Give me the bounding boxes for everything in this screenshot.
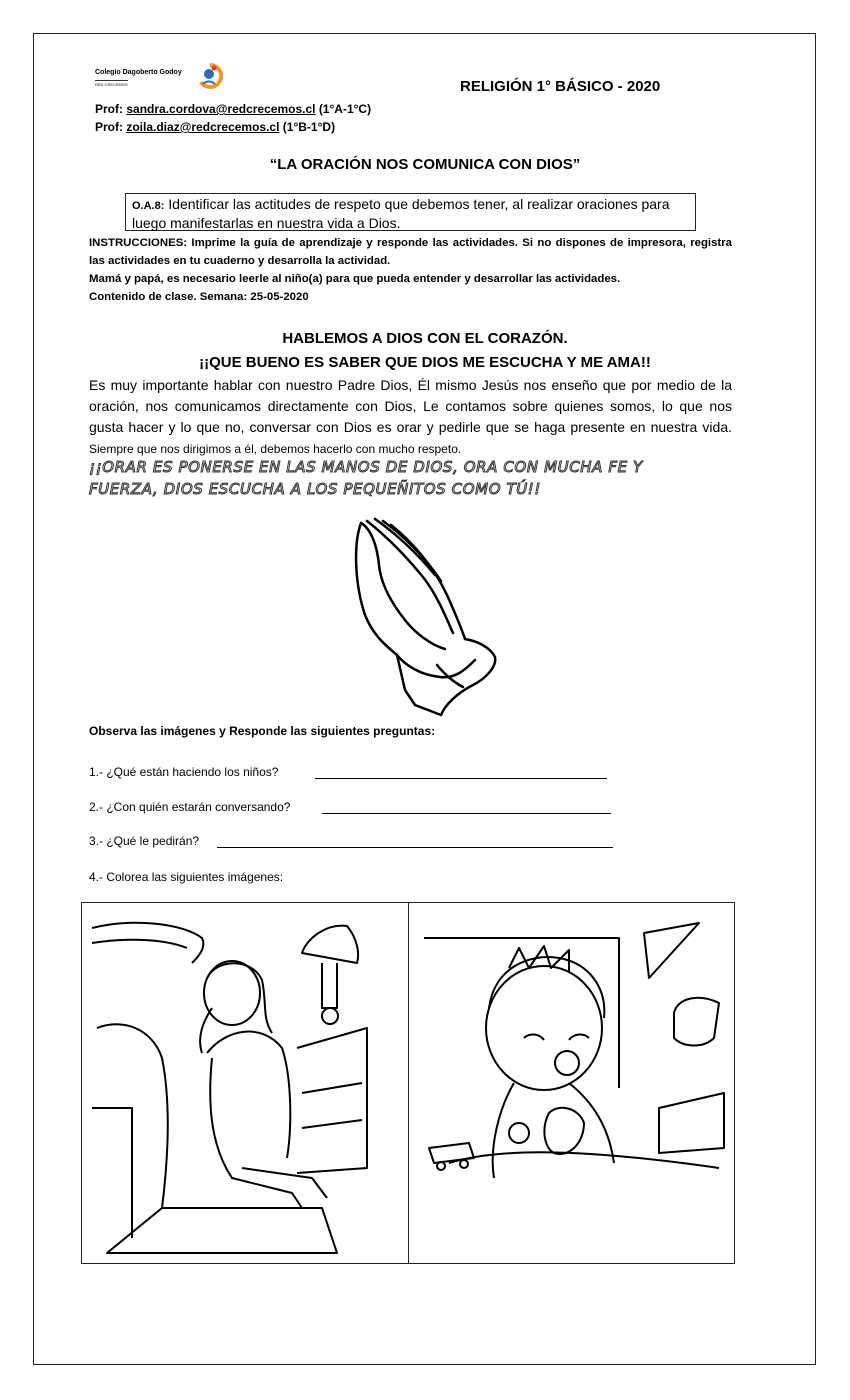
question-4: 4.- Colorea las siguientes imágenes: [89,870,284,884]
section-subheading: ¡¡QUE BUENO ES SABER QUE DIOS ME ESCUCHA Y ME AMA!! [199,354,651,371]
lesson-text: Es muy importante hablar con nuestro Padre Dios, Él mismo Jesús nos enseño que por medio de la oración, nos comunicamos directamente con Dios, Le contamos sobre quienes somos, lo que nos gusta hacer y lo que no, conversar con Dios es orar y pedirle que se haga presente en nuestra vida. [89,377,732,435]
prof-email-link[interactable]: zoila.diaz@redcrecemos.cl [126,120,280,134]
objective-text: Identificar las actitudes de respeto que debemos tener, al realizar oraciones para luego manifestarlas en nuestra vida a Dios. [132,196,670,231]
lesson-note: Siempre que nos dirigimos a él, debemos hacerlo con mucho respeto. [89,442,462,456]
answer-line-2[interactable] [322,813,611,814]
girl-praying-illustration [92,908,397,1258]
class-date: Contenido de clase. Semana: 25-05-2020 [89,291,309,303]
prof-label: Prof: [95,102,123,116]
objective-box [125,193,696,231]
school-logo [95,62,225,94]
prof-courses: (1°A-1°C) [318,102,372,116]
image-divider [408,903,409,1263]
parents-note: Mamá y papá, es necesario leerle al niño(a) para que pueda entender y desarrollar las actividades. [89,273,621,285]
school-emblem-icon [197,62,223,90]
prof-email-link[interactable]: sandra.cordova@redcrecemos.cl [126,102,316,116]
answer-line-1[interactable] [315,778,607,779]
instructions [89,234,732,306]
lesson-paragraph [89,375,732,460]
professor-line [95,120,335,134]
professor-line [95,102,371,116]
question-2: 2.- ¿Con quién estarán conversando? [89,800,291,814]
boy-praying-illustration [419,908,729,1258]
school-name: Colegio Dagoberto Godoy [95,69,182,76]
highlight-line: FUERZA, DIOS ESCUCHA A LOS PEQUEÑITOS COMO TÚ!! [89,480,542,498]
question-1: 1.- ¿Qué están haciendo los niños? [89,765,279,779]
objective-code: O.A.8: [132,200,165,212]
answer-line-3[interactable] [217,847,613,848]
highlight-line: ¡¡ORAR ES PONERSE EN LAS MANOS DE DIOS, ORA CON MUCHA FE Y [89,458,643,476]
coloring-images-frame [81,902,735,1264]
subject-title: RELIGIÓN 1° BÁSICO - 2020 [460,78,661,95]
praying-hands-illustration [345,515,520,720]
page-title: “LA ORACIÓN NOS COMUNICA CON DIOS” [269,156,581,173]
instructions-text: INSTRUCCIONES: Imprime la guía de aprendizaje y responde las actividades. Si no dispones de impresora, registra las actividades en tu cuaderno y desarrolla la actividad. [89,237,732,267]
question-3: 3.- ¿Qué le pedirán? [89,834,200,848]
prof-courses: (1°B-1°D) [282,120,336,134]
questions-intro: Observa las imágenes y Responde las siguientes preguntas: [89,724,436,738]
prof-label: Prof: [95,120,123,134]
section-heading: HABLEMOS A DIOS CON EL CORAZÓN. [282,330,568,347]
school-network: RED CRECEMOS [95,82,128,87]
highlight-message [89,456,739,500]
